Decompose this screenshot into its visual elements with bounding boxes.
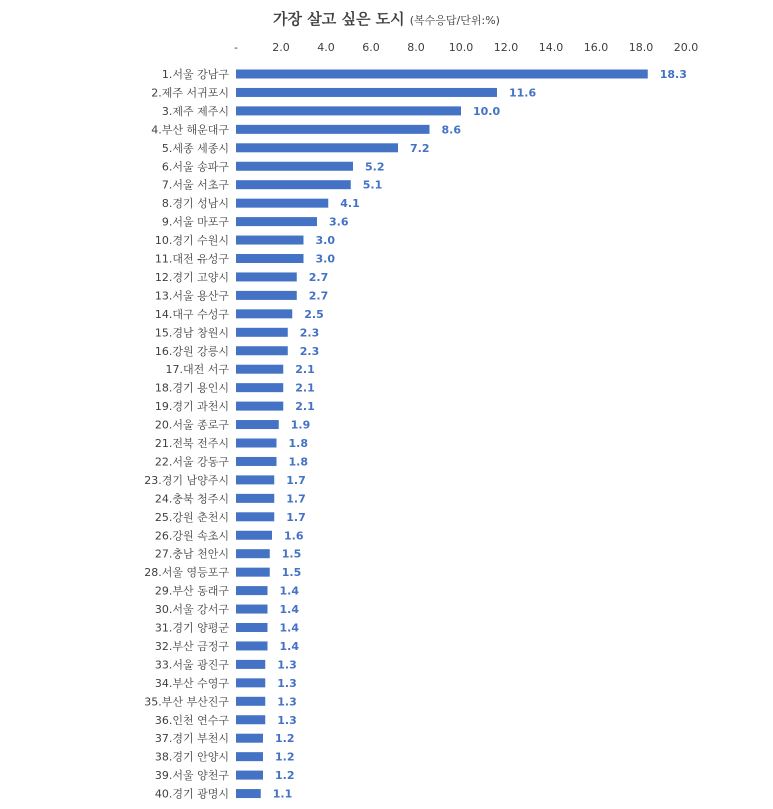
data-label: 3.6 <box>329 215 349 229</box>
x-tick-label: 12.0 <box>493 41 519 54</box>
category-label: 11.대전 유성구 <box>154 252 229 266</box>
data-label: 1.7 <box>286 473 306 487</box>
x-tick-label: 2.0 <box>272 41 290 54</box>
data-label: 2.7 <box>308 289 329 303</box>
bar <box>236 346 288 355</box>
bar <box>236 420 279 429</box>
bar <box>236 236 304 245</box>
bar <box>236 328 288 337</box>
bar <box>236 697 265 706</box>
bar <box>236 623 268 632</box>
bar <box>236 439 277 448</box>
data-label: 2.1 <box>295 381 315 395</box>
bar <box>236 512 274 521</box>
bar <box>236 586 268 595</box>
data-labels <box>273 68 687 801</box>
data-label: 3.0 <box>315 234 335 248</box>
bar <box>236 715 265 724</box>
data-label: 1.4 <box>279 584 299 598</box>
x-tick-label: 14.0 <box>538 41 564 54</box>
category-label: 1.서울 강남구 <box>161 68 229 81</box>
data-label: 1.3 <box>277 713 297 727</box>
bars <box>236 70 648 799</box>
category-label: 29.부산 동래구 <box>154 584 229 598</box>
category-label: 38.경기 안양시 <box>154 750 229 764</box>
category-label: 32.부산 금정구 <box>154 639 229 653</box>
bar <box>236 162 353 171</box>
x-tick-label: 18.0 <box>628 41 654 54</box>
category-label: 8.경기 성남시 <box>161 197 229 211</box>
bar <box>236 291 297 300</box>
category-label: 25.강원 춘천시 <box>154 510 229 524</box>
data-label: 1.7 <box>286 510 306 524</box>
category-label: 7.서울 서초구 <box>161 178 229 192</box>
bar <box>236 70 648 79</box>
category-label: 34.부산 수영구 <box>154 676 229 690</box>
bar <box>236 309 292 318</box>
category-label: 27.충남 천안시 <box>154 547 229 561</box>
bar <box>236 143 398 152</box>
data-label: 1.5 <box>281 566 302 580</box>
category-label: 22.서울 강동구 <box>154 455 229 469</box>
data-label: 3.0 <box>315 252 335 266</box>
category-labels <box>144 67 229 801</box>
bar <box>236 272 297 281</box>
data-label: 1.1 <box>272 787 293 801</box>
bar <box>236 199 328 208</box>
data-label: 1.4 <box>279 603 299 617</box>
category-label: 16.강원 강릉시 <box>154 344 229 358</box>
category-label: 4.부산 해운대구 <box>151 123 229 137</box>
category-label: 35.부산 부산진구 <box>144 695 229 709</box>
category-label: 12.경기 고양시 <box>154 270 229 284</box>
data-label: 1.3 <box>277 658 297 672</box>
category-label: 14.대구 수성구 <box>154 307 229 321</box>
category-label: 23.경기 남양주시 <box>144 473 229 487</box>
data-label: 1.4 <box>279 621 299 635</box>
data-label: 2.1 <box>295 400 315 414</box>
bar <box>236 531 272 540</box>
bar <box>236 457 277 466</box>
data-label: 1.3 <box>277 676 297 690</box>
data-label: 11.6 <box>509 86 537 100</box>
bar <box>236 789 261 798</box>
category-label: 37.경기 부천시 <box>154 732 229 746</box>
category-label: 24.충북 청주시 <box>154 492 229 506</box>
category-label: 33.서울 광진구 <box>154 658 229 672</box>
x-tick-label: 4.0 <box>317 41 335 54</box>
x-tick-label: 16.0 <box>583 41 609 54</box>
category-label: 17.대전 서구 <box>165 363 229 377</box>
category-label: 36.인천 연수구 <box>154 713 229 727</box>
category-label: 39.서울 양천구 <box>154 769 229 783</box>
data-label: 1.2 <box>275 732 295 746</box>
data-label: 2.3 <box>299 344 320 358</box>
bar <box>236 549 270 558</box>
data-label: 7.2 <box>410 141 430 155</box>
category-label: 28.서울 영등포구 <box>144 566 229 580</box>
category-label: 15.경남 창원시 <box>154 326 229 340</box>
chart-subtitle: (복수응답/단위:%) <box>409 14 500 27</box>
category-label: 30.서울 강서구 <box>154 603 229 617</box>
data-label: 1.4 <box>279 639 299 653</box>
bar <box>236 678 265 687</box>
category-label: 5.세종 세종시 <box>161 141 229 155</box>
bar <box>236 125 430 134</box>
data-label: 5.1 <box>362 178 383 192</box>
x-tick-label: - <box>234 41 238 54</box>
category-label: 20.서울 종로구 <box>154 418 229 432</box>
data-label: 1.3 <box>277 695 297 709</box>
data-label: 1.2 <box>275 750 295 764</box>
category-label: 18.경기 용인시 <box>154 381 229 395</box>
bar <box>236 605 268 614</box>
bar <box>236 217 317 226</box>
x-axis-ticks <box>234 41 698 54</box>
bar <box>236 641 268 650</box>
category-label: 9.서울 마포구 <box>161 215 229 229</box>
bar <box>236 365 283 374</box>
bar <box>236 180 351 189</box>
data-label: 5.2 <box>365 160 385 174</box>
data-label: 2.5 <box>304 307 324 321</box>
data-label: 2.3 <box>299 326 320 340</box>
bar <box>236 402 283 411</box>
x-tick-label: 6.0 <box>362 41 380 54</box>
x-tick-label: 8.0 <box>407 41 425 54</box>
x-tick-label: 10.0 <box>448 41 474 54</box>
bar <box>236 752 263 761</box>
data-label: 1.9 <box>290 418 311 432</box>
data-label: 18.3 <box>659 68 687 81</box>
data-label: 1.7 <box>286 492 306 506</box>
bar <box>236 475 274 484</box>
category-label: 2.제주 서귀포시 <box>151 86 229 100</box>
data-label: 1.5 <box>281 547 302 561</box>
data-label: 1.2 <box>275 769 295 783</box>
category-label: 6.서울 송파구 <box>161 160 229 174</box>
category-label: 13.서울 용산구 <box>154 289 229 303</box>
bar <box>236 734 263 743</box>
category-label: 3.제주 제주시 <box>161 104 229 118</box>
bar <box>236 383 283 392</box>
chart-title-main: 가장 살고 싶은 도시 <box>273 10 405 28</box>
data-label: 1.8 <box>288 455 308 469</box>
bar <box>236 494 274 503</box>
bar <box>236 106 461 115</box>
data-label: 2.1 <box>295 363 315 377</box>
data-label: 4.1 <box>340 197 360 211</box>
bar <box>236 771 263 780</box>
data-label: 1.8 <box>288 437 308 450</box>
category-label: 19.경기 과천시 <box>154 400 229 414</box>
category-label: 21.전북 전주시 <box>154 437 229 450</box>
data-label: 1.6 <box>284 529 304 543</box>
category-label: 26.강원 속초시 <box>154 529 229 543</box>
bar <box>236 660 265 669</box>
bar <box>236 254 304 263</box>
data-label: 8.6 <box>441 123 461 137</box>
data-label: 10.0 <box>473 104 501 118</box>
category-label: 40.경기 광명시 <box>154 787 229 801</box>
bar <box>236 88 497 97</box>
x-tick-label: 20.0 <box>673 41 699 54</box>
category-label: 31.경기 양평군 <box>154 621 229 635</box>
bar <box>236 568 270 577</box>
category-label: 10.경기 수원시 <box>154 234 229 248</box>
data-label: 2.7 <box>308 270 329 284</box>
